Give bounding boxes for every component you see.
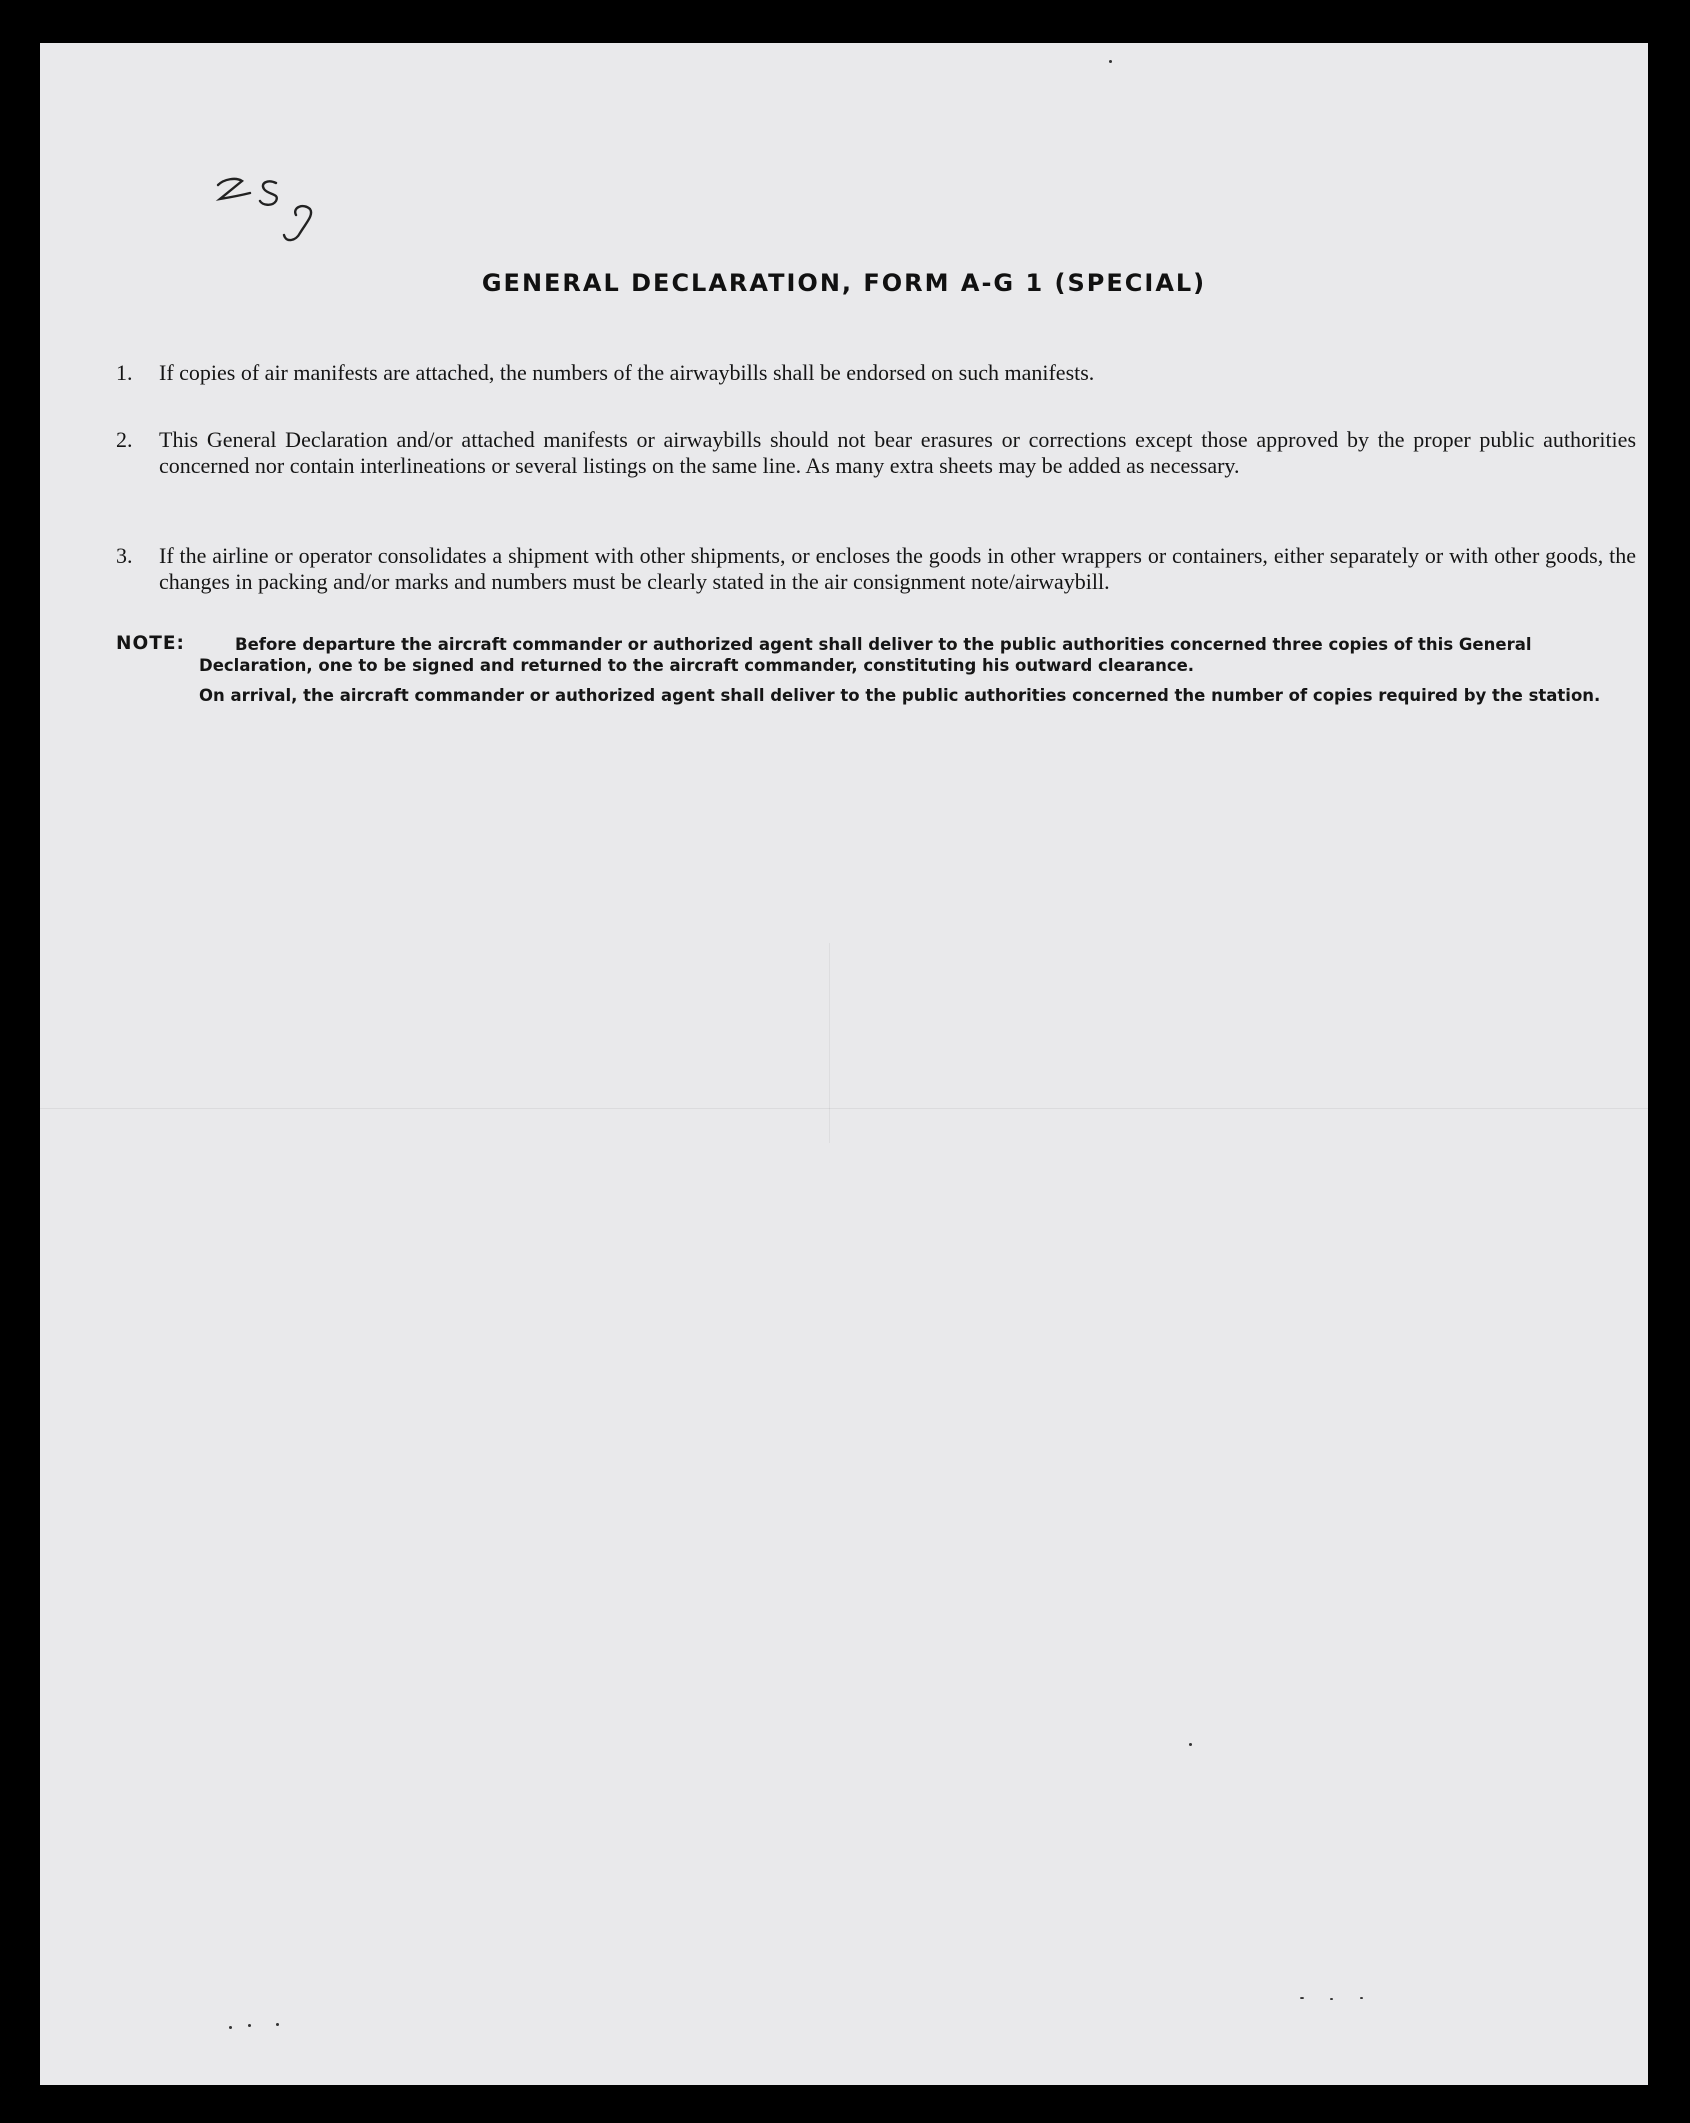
paper-speck	[229, 2026, 232, 2029]
note-paragraph-1: Before departure the aircraft commander or authorized agent shall deliver to the public authorities concerned three copies of this General Declaration, one to be signed and returned to the aircraft commander, constituting his outward clearance.	[199, 635, 1532, 675]
paper-speck	[1300, 1997, 1304, 1999]
paper-speck	[1360, 1997, 1363, 1999]
note-section	[116, 634, 1636, 706]
paper-speck	[1330, 1998, 1333, 2000]
note-label: NOTE:	[116, 633, 185, 654]
form-title: GENERAL DECLARATION, FORM A-G 1 (SPECIAL)	[481, 269, 1207, 297]
item-text: If the airline or operator consolidates a shipment with other shipments, or encloses the goods in other wrappers or containers, either separately or with other goods, the changes in packing and/or marks and numbers must be clearly stated in the air consignment note/airwaybill.	[159, 543, 1636, 594]
note-paragraph-2: On arrival, the aircraft commander or authorized agent shall deliver to the public authorities concerned the number of copies required by the station.	[199, 686, 1601, 705]
document-sheet	[40, 43, 1648, 2085]
item-text: This General Declaration and/or attached manifests or airwaybills should not bear erasures or corrections except those approved by the proper public authorities concerned nor contain interlineations or several listings on the same line. As many extra sheets may be added as necessary.	[159, 427, 1636, 478]
fold-crease	[40, 1108, 1648, 1109]
item-text: If copies of air manifests are attached, the numbers of the airwaybills shall be endorsed on such manifests.	[159, 360, 1095, 385]
item-number: 2.	[116, 427, 133, 452]
paper-speck	[276, 2023, 279, 2026]
handwritten-mark	[180, 133, 360, 253]
item-number: 3.	[116, 543, 133, 568]
paper-speck	[1109, 60, 1112, 63]
paper-speck	[1189, 1743, 1192, 1746]
item-number: 1.	[116, 360, 133, 385]
paper-speck	[248, 2024, 251, 2027]
instruction-item-3	[116, 543, 1636, 595]
fold-crease-vertical	[829, 943, 830, 1143]
instruction-item-1	[116, 360, 1636, 386]
instruction-item-2	[116, 427, 1636, 479]
